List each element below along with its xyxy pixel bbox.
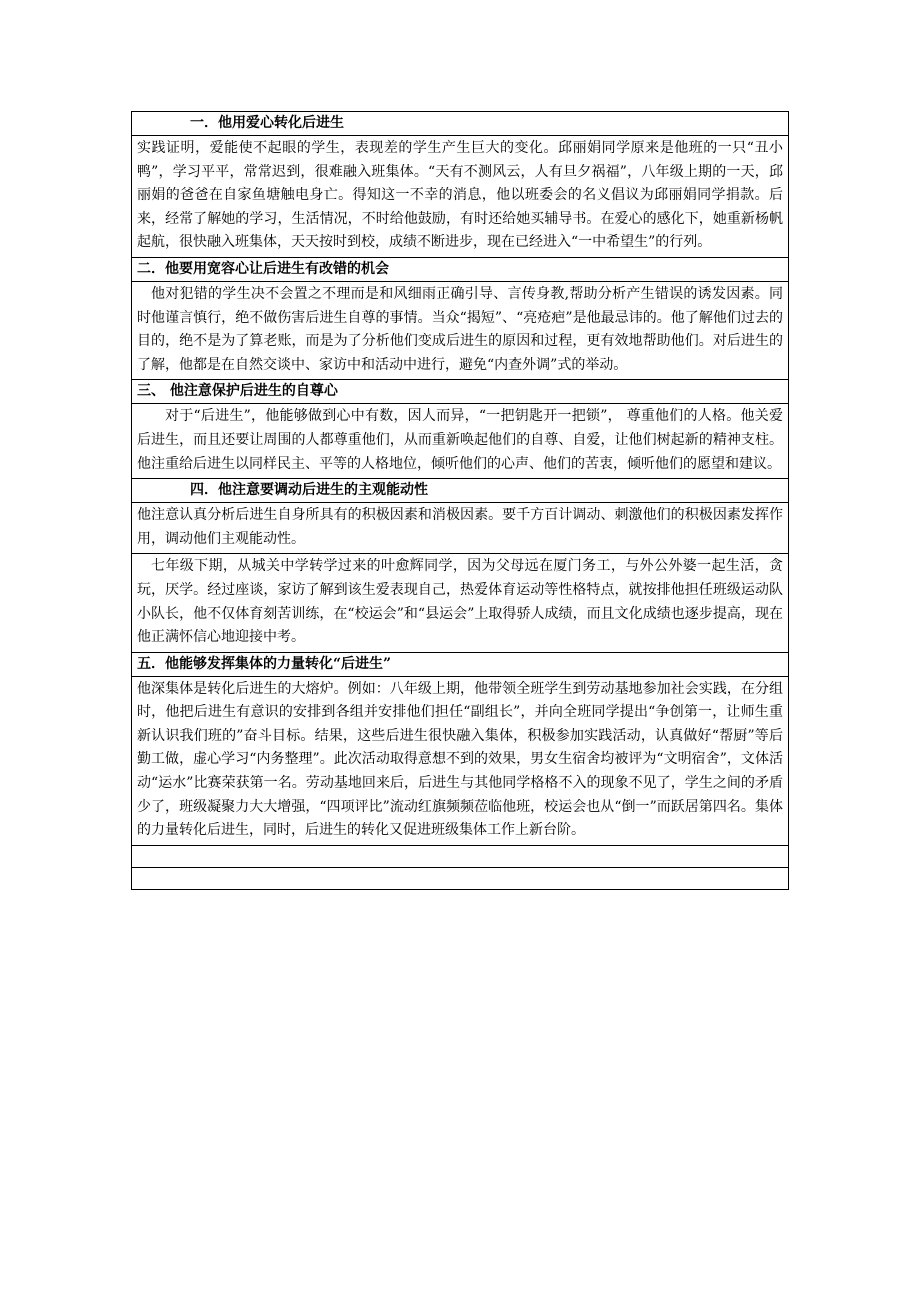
section-4-example: 七年级下期，从城关中学转学过来的叶愈辉同学，因为父母远在厦门务工，与外公外婆一起生活，贪玩，厌学。经过座谈，家访了解到该生爱表现自己，热爱体育运动等性格特点，就按排他担任班级运动队小队长，他不仅体育刻苦训练，在“校运会”和“县运会”上取得骄人成绩，而且文化成绩也逐步提高，现在他正满怀信心地迎接中考。 (132, 554, 789, 652)
empty-row-2 (132, 867, 789, 889)
empty-row-1 (132, 845, 789, 867)
section-1-heading: 一．他用爱心转化后进生 (132, 112, 789, 136)
empty-cell-2 (132, 867, 789, 889)
section-2-body: 他对犯错的学生决不会置之不理而是和风细雨正确引导、言传身教,帮助分析产生错误的诱发因素。同时他谨言慎行，绝不做伤害后进生自尊的事情。当众“揭短”、“亮疮疤”是他最忌讳的。他了解他们过去的目的，绝不是为了算老账，而是为了分析他们变成后进生的原因和过程，更有效地帮助他们。对后进生的了解，他都是在自然交谈中、家访中和活动中进行，避免“内查外调”式的举动。 (132, 281, 789, 379)
section-1-body: 实践证明，爱能使不起眼的学生，表现差的学生产生巨大的变化。邱丽娟同学原来是他班的一只“丑小鸭”，学习平平，常常迟到，很难融入班集体。“天有不测风云，人有旦夕祸福”，八年级上期的一天，邱丽娟的爸爸在自家鱼塘触电身亡。得知这一不幸的消息，他以班委会的名义倡议为邱丽娟同学捐款。后来，经常了解她的学习，生活情况，不时给他鼓励，有时还给她买辅导书。在爱心的感化下，她重新杨帆起航，很快融入班集体，天天按时到校，成绩不断进步，现在已经进入“一中希望生”的行列。 (132, 136, 789, 258)
section-4-example-row (132, 554, 789, 652)
section-5-body-row (132, 676, 789, 845)
section-5-body: 他深集体是转化后进生的大熔炉。例如：八年级上期，他带领全班学生到劳动基地参加社会实践，在分组时，他把后进生有意识的安排到各组并安排他们担任“副组长”，并向全班同学提出“争创第一，让师生重新认识我们班的”奋斗目标。结果，这些后进生很快融入集体，积极参加实践活动，认真做好“帮厨”等后勤工做，虚心学习“内务整理”。此次活动取得意想不到的效果，男女生宿舍均被评为“文明宿舍”，文体活动“运水”比赛荣获第一名。劳动基地回来后，后进生与其他同学格格不入的现象不见了，学生之间的矛盾少了，班级凝聚力大大增强，“四项评比”流动红旗频频莅临他班，校运会也从“倒一”而跃居第四名。集体的力量转化后进生，同时，后进生的转化又促进班级集体工作上新台阶。 (132, 676, 789, 845)
section-2-heading-row (132, 257, 789, 281)
section-1-body-row (132, 136, 789, 258)
section-5-heading-row (132, 652, 789, 676)
section-3-body-row (132, 404, 789, 479)
section-4-body-row (132, 503, 789, 554)
section-1-heading-row (132, 112, 789, 136)
section-2-body-row (132, 281, 789, 379)
section-2-heading: 二．他要用宽容心让后进生有改错的机会 (132, 257, 789, 281)
section-4-heading: 四．他注意要调动后进生的主观能动性 (132, 479, 789, 503)
document-table (131, 111, 789, 890)
section-3-body: 对于“后进生”，他能够做到心中有数，因人而异，“一把钥匙开一把锁”， 尊重他们的人格。他关爱后进生，而且还要让周围的人都尊重他们，从而重新唤起他们的自尊、自爱，让他们树起新的精神支柱。他注重给后进生以同样民主、平等的人格地位，倾听他们的心声、他们的苦衷，倾听他们的愿望和建议。 (132, 404, 789, 479)
section-3-heading-row (132, 380, 789, 404)
section-5-heading: 五．他能够发挥集体的力量转化“后进生” (132, 652, 789, 676)
section-4-heading-row (132, 479, 789, 503)
empty-cell-1 (132, 845, 789, 867)
section-4-body: 他注意认真分析后进生自身所具有的积极因素和消极因素。要千方百计调动、刺激他们的积极因素发挥作用，调动他们主观能动性。 (132, 503, 789, 554)
section-3-heading: 三、 他注意保护后进生的自尊心 (132, 380, 789, 404)
